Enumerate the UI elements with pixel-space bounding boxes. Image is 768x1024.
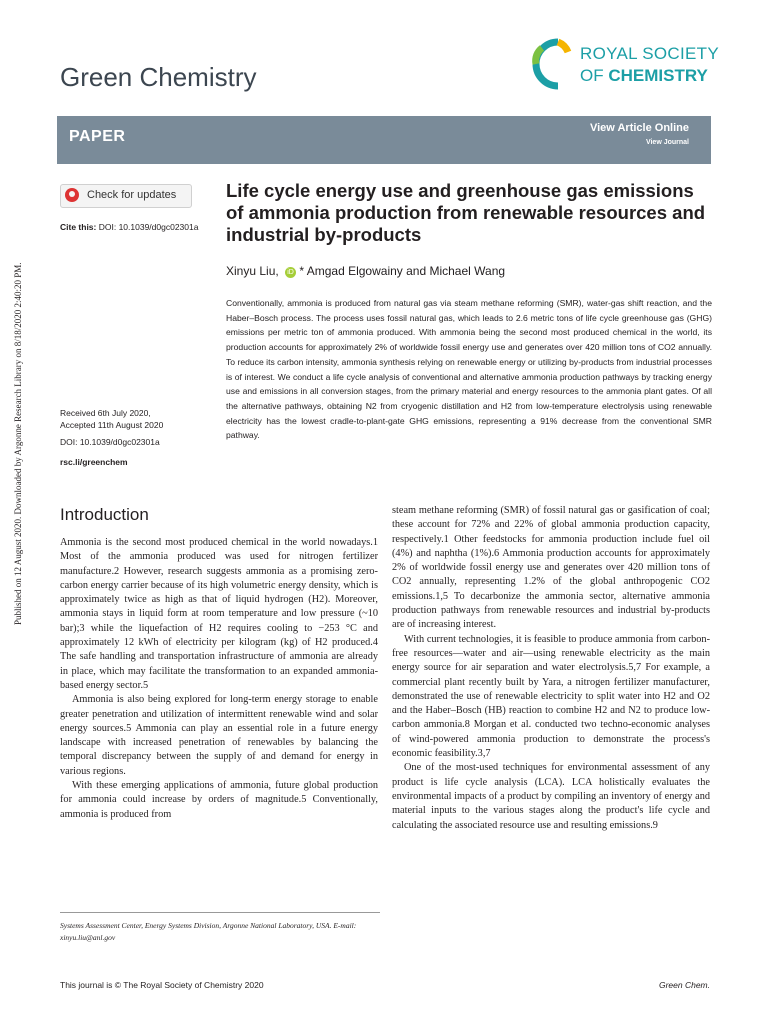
article-title: Life cycle energy use and greenhouse gas emissions of ammonia production from renewable resources and industrial by-products: [226, 180, 706, 245]
orcid-icon[interactable]: iD: [285, 267, 296, 278]
rsc-ring-icon: [528, 36, 572, 92]
rsc-logo[interactable]: [528, 36, 718, 94]
body-paragraph: With these emerging applications of ammonia, future global production for ammonia could increase by orders of magnitude.5 Conventionally, ammonia is produced from: [60, 780, 378, 820]
journal-abbrev-footer: Green Chem.: [658, 980, 710, 990]
abstract: Conventionally, ammonia is produced from natural gas via steam methane reforming (SMR), water-gas shift reaction, and the Haber–Bosch process. The process uses fossil natural gas, which leads to 2.6 metric tons of life cycle greenhouse gas (GHG) emissions per metric ton of ammonia produced. With ammonia being the second most produced chemical in the world, its production accounts for approximately 2% of worldwide fossil energy use and generates over 420 million tons of CO2 annually. To reduce its carbon intensity, ammonia synthesis relying on renewable energy or utilizing by-products from industrial processes is of interest. We conduct a life cycle analysis of conventional and alternative ammonia production pathways by tracking energy use and emissions in all conversion stages, from the primary material and energy resources to the ammonia plant gates. Of all the alternative pathways, obtaining N2 from cryogenic distillation and H2 from low-temperature electrolysis using renewable electricity has the lowest cradle-to-plant-gate GHG emissions, representing a 91% decrease from the conventional SMR pathway.: [226, 298, 712, 441]
cite-doi[interactable]: DOI: 10.1039/d0gc02301a: [98, 222, 199, 232]
download-notice: [9, 185, 23, 625]
body-paragraph: One of the most-used techniques for environmental assessment of any product is life cycle analysis (LCA). LCA holistically evaluates the environmental impacts of a product by compiling an inventory of energy and material inputs to the various stages along the product's life cycle and calculating the associated resource use and resulting emissions.9: [392, 762, 710, 831]
journal-url[interactable]: rsc.li/greenchem: [60, 457, 128, 467]
accepted-date: Accepted 11th August 2020: [60, 420, 164, 430]
footnote-divider: [60, 912, 380, 913]
article-dates: [60, 407, 163, 431]
received-date: Received 6th July 2020,: [60, 408, 151, 418]
journal-title: Green Chemistry: [60, 62, 257, 92]
body-paragraph: Ammonia is also being explored for long-term energy storage to enable greater penetration and utilization of intermittent renewable wind and solar energy sources.5 Ammonia can play an essential role in a future energy landscape with increased penetration of renewables by balancing the temporal discrepancy between the supply of and demand for energy in various regions.: [60, 694, 378, 777]
view-journal-link[interactable]: View Journal: [645, 139, 689, 146]
affiliation-footnote: Systems Assessment Center, Energy Systems Division, Argonne National Laboratory, USA. E-mail: xinyu.liu@anl.gov: [60, 921, 357, 942]
crossmark-icon: [65, 188, 79, 202]
cite-line: Cite this: DOI: 10.1039/d0gc02301a: [60, 222, 199, 232]
check-for-updates-button[interactable]: [60, 184, 192, 208]
download-notice-text: Published on 12 August 2020. Downloaded by Argonne Research Library on 8/18/2020 2:40:20 PM.: [13, 262, 23, 625]
article-type-label: PAPER: [69, 128, 126, 145]
other-authors: * Amgad Elgowainy and Michael Wang: [299, 264, 506, 278]
first-author: Xinyu Liu,: [226, 264, 279, 278]
check-for-updates-label: Check for updates: [87, 189, 177, 201]
section-heading: Introduction: [60, 505, 149, 524]
article-doi[interactable]: DOI: 10.1039/d0gc02301a: [60, 437, 160, 447]
publisher-line-1: ROYAL SOCIETY: [580, 44, 719, 63]
body-column-left: [60, 536, 378, 822]
body-paragraph: With current technologies, it is feasible to produce ammonia from carbon-free resources—water and air—using renewable electricity as the main energy source for air separation and water electrolysis.5,7 For example, a commercial plant recently built by Yara, a nitrogen fertilizer manufacturer, demonstrated the use of renewable electricity to split water into H2 and O2 and the Haber–Bosch (HB) reaction to combine H2 and N2 to produce low-carbon ammonia.8 Morgan et al. conducted two techno-economic analyses of wind-powered ammonia production to demonstrate the process's economic feasibility.3,7: [392, 633, 710, 760]
author-list: [226, 264, 505, 278]
publisher-line-2: OF CHEMISTRY: [580, 66, 708, 85]
view-article-online-link[interactable]: View Article Online: [589, 122, 689, 134]
body-column-right: [392, 504, 710, 833]
article-type-banner: [57, 116, 711, 164]
body-paragraph: steam methane reforming (SMR) of fossil natural gas or gasification of coal; these account for 72% and 22% of global ammonia production capacity, respectively.1 Other feedstocks for ammonia production include fuel oil (4%) and naphtha (1%).6 Ammonia production accounts for approximately 2% of worldwide fossil energy use and generates over 420 million tons of CO2 annually, representing 1.2% of the global anthropogenic CO2 emissions.1,5 To decarbonize the ammonia sector, alternative ammonia production pathways from renewable resources and industrial by-products are of increasing interest.: [392, 505, 710, 631]
copyright-footer: This journal is © The Royal Society of Chemistry 2020: [60, 980, 264, 990]
body-paragraph: Ammonia is the second most produced chemical in the world nowadays.1 Most of the ammonia produced was used for nitrogen fertilizer manufacture.2 However, research suggests ammonia as a promising zero-carbon energy carrier because of its high volumetric energy density, which is approximately twice as high as that of liquid hydrogen (H2). Moreover, ammonia stays in liquid form at room temperature and low pressure (~10 bar);3 while the liquefaction of H2 requires cooling to −253 °C and approximately 12 kWh of electricity per kilogram (kg) of H2 produced.4 The safe handling and transportation infrastructure of ammonia are already in place, which may facilitate the transformation to an expanded ammonia-based energy sector.5: [60, 537, 378, 691]
